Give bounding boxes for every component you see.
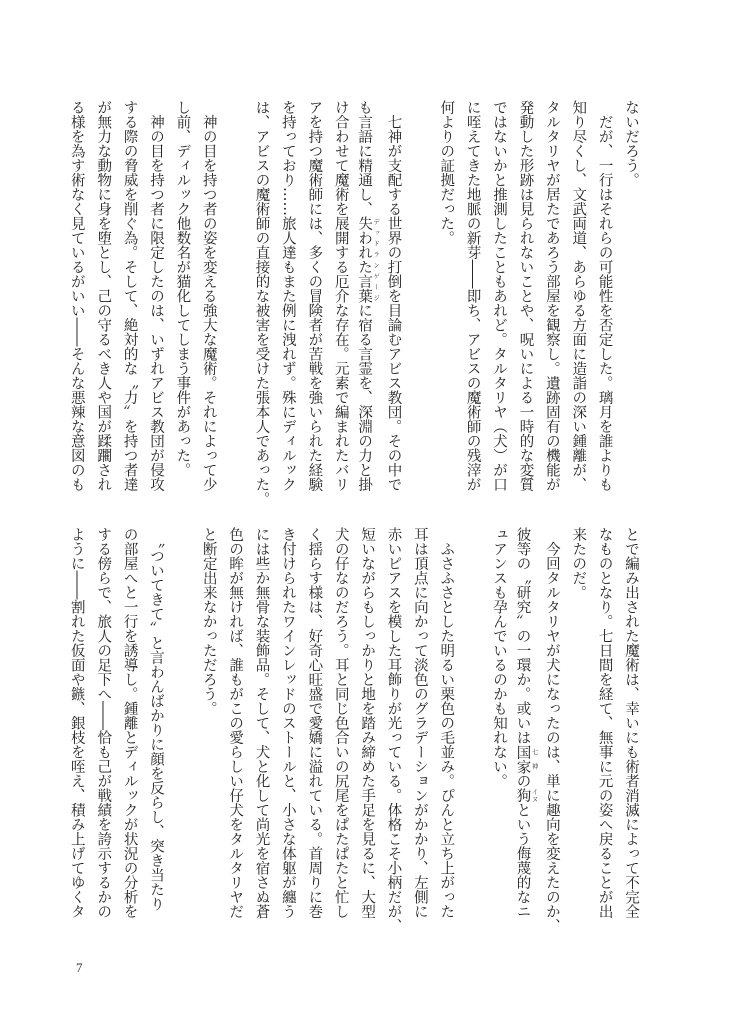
blank-line	[406, 100, 432, 520]
text-line	[327, 100, 353, 520]
text-run: 神の目を持つ者の姿を変える強大な魔術。それによって少	[200, 100, 217, 492]
text-line	[63, 100, 89, 520]
text-run: 短いながらもしっかりと地を踏み締めた手足を見るに、大型	[359, 527, 376, 919]
blank-line	[169, 527, 195, 947]
text-line	[565, 100, 591, 520]
text-run: なものとなり。七日間を経て、無事に元の姿へ戻ることが出	[596, 527, 613, 919]
text-line	[195, 100, 221, 520]
text-line	[512, 100, 538, 520]
text-run: には些か無骨な装飾品。そして、犬と化して尚光を宿さぬ蒼	[253, 527, 270, 919]
text-line	[248, 100, 274, 520]
text-run: 何よりの証拠だった。	[438, 100, 455, 245]
text-line	[248, 527, 274, 947]
text-run: し前、ディルック他数名が猫化してしまう事件があった。	[174, 100, 191, 477]
text-run: に咥えてきた地脈の新芽――即ち、アビスの魔術師の残滓が	[464, 100, 481, 492]
text-run: け合わせて魔術を展開する厄介な存在。元素で編まれたバリ	[332, 100, 349, 492]
text-run: 七神が支配する世界の打倒を目論むアビス教団。その中で	[385, 100, 402, 492]
text-line	[327, 527, 353, 947]
text-run: ないだろう。	[623, 100, 639, 187]
text-run: 神の目を持つ者に限定したのは、いずれアビス教団が侵攻	[147, 100, 164, 492]
ruby-annotation	[514, 744, 539, 774]
ruby-annotation	[514, 788, 539, 803]
text-run: だが、一行はそれらの可能性を否定した。璃月を誰よりも	[596, 100, 613, 492]
text-line	[618, 527, 644, 947]
text-line	[512, 527, 538, 947]
text-run: 耳は頂点に向かって淡色のグラデーションがかかり、左側に	[411, 527, 428, 919]
text-run: ふさふさとした明るい栗色の毛並み。ぴんと立ち上がった	[438, 527, 455, 919]
text-line	[143, 527, 169, 947]
text-line	[591, 100, 617, 520]
text-line	[116, 100, 142, 520]
text-run: を持っており……旅人達もまた例に洩れず。殊にディルック	[279, 100, 296, 492]
text-line	[433, 100, 459, 520]
text-run: の	[514, 773, 531, 788]
page-number: 7	[76, 960, 83, 975]
text-run: 犬の仔なのだろう。耳と同じ色合いの尻尾をぱたぱたと忙し	[332, 527, 349, 919]
ruby-text: デッドランゲージ	[372, 216, 381, 303]
text-run: する際の脅威を削ぐ為。そして、絶対的な〝力〟を持つ者達	[121, 100, 138, 492]
text-line	[195, 527, 221, 947]
text-run: とで編み出された魔術は、幸いにも術者消滅によって不完全	[623, 527, 639, 919]
text-line	[565, 527, 591, 947]
text-run: 色の眸が無ければ、誰もがこの愛らしい仔犬をタルタリヤだ	[227, 527, 244, 919]
text-line	[63, 527, 89, 947]
text-line	[301, 100, 327, 520]
text-line	[459, 100, 485, 520]
text-run: く揺らす様は、好奇心旺盛で愛嬌に溢れている。首周りに巻	[306, 527, 323, 919]
text-run: ように――割れた仮面や鏃、銀枝を咥え、積み上げてゆくタ	[68, 527, 85, 919]
text-run: と断定出来なかっただろう。	[200, 527, 217, 716]
text-block-upper	[63, 100, 644, 520]
ruby-text: イヌ	[530, 788, 539, 803]
text-run: 来たのだ。	[570, 527, 587, 600]
text-line	[406, 527, 432, 947]
text-run: ではないかと推測したこともあれど。タルタリヤ（犬）が口	[491, 100, 508, 492]
text-line	[169, 100, 195, 520]
text-run: る様を為す術なく見ているがいい――そんな悪辣な意図のも	[68, 100, 85, 492]
ruby-base: 狗	[514, 788, 531, 803]
ruby-text: 七神	[530, 744, 539, 774]
text-line	[90, 527, 116, 947]
text-line	[486, 100, 512, 520]
text-line	[143, 100, 169, 520]
text-run: が無力な動物に身を堕とし、己の守るべき人や国が蹂躙され	[95, 100, 112, 492]
text-line	[222, 527, 248, 947]
text-run: アを持つ魔術師には、多くの冒険者が苦戦を強いられた経験	[306, 100, 323, 492]
text-line	[538, 100, 564, 520]
ruby-base: 失われた言葉	[356, 216, 373, 303]
text-run: 赤いピアスを模した耳飾りが光っている。体格こそ小柄だが、	[385, 527, 402, 933]
text-run: は、アビスの魔術師の直接的な被害を受けた張本人であった。	[253, 100, 270, 506]
ruby-annotation	[356, 216, 381, 303]
text-line	[538, 527, 564, 947]
text-line	[380, 100, 406, 520]
text-run: タルタリヤが居たであろう部屋を観察し。遺跡固有の機能が	[543, 100, 560, 492]
text-line	[116, 527, 142, 947]
text-run: 彼等の〝研究〟の一環か。或いは	[514, 527, 531, 745]
text-run: 今回タルタリヤが犬になったのは、単に趣向を変えたのか、	[543, 527, 560, 933]
text-run: も言語に精通し、	[356, 100, 373, 216]
ruby-base: 国家	[514, 744, 531, 774]
text-run: という侮蔑的なニ	[514, 802, 531, 919]
text-line	[275, 100, 301, 520]
text-run: ュアンスも孕んでいるのかも知れない。	[491, 527, 508, 788]
text-run: 発動した形跡は見られないことや、呪いによる一時的な変質	[517, 100, 534, 492]
text-run: 〝ついてきて〟と言わんばかりに顔を反らし、突き当たり	[147, 527, 164, 912]
text-line	[354, 100, 380, 520]
blank-line	[459, 527, 485, 947]
text-block-lower	[63, 527, 644, 952]
blank-line	[222, 100, 248, 520]
text-run: する傍らで、旅人の足下へ――恰も己が戦績を誇示するかの	[95, 527, 112, 919]
text-line	[433, 527, 459, 947]
text-run: の部屋へと一行を誘導し。鍾離とディルックが状況の分析を	[121, 527, 138, 919]
text-line	[90, 100, 116, 520]
text-run: き付けられたワインレッドのストールと、小さな体躯が纏う	[279, 527, 296, 919]
text-run: に宿る言霊を、深淵の力と掛	[356, 303, 373, 492]
text-line	[354, 527, 380, 947]
text-line	[275, 527, 301, 947]
text-line	[591, 527, 617, 947]
text-run: 知り尽くし、文武両道、あらゆる方面に造詣の深い鍾離が、	[570, 100, 587, 492]
text-line	[618, 100, 644, 520]
text-line	[301, 527, 327, 947]
text-line	[380, 527, 406, 947]
